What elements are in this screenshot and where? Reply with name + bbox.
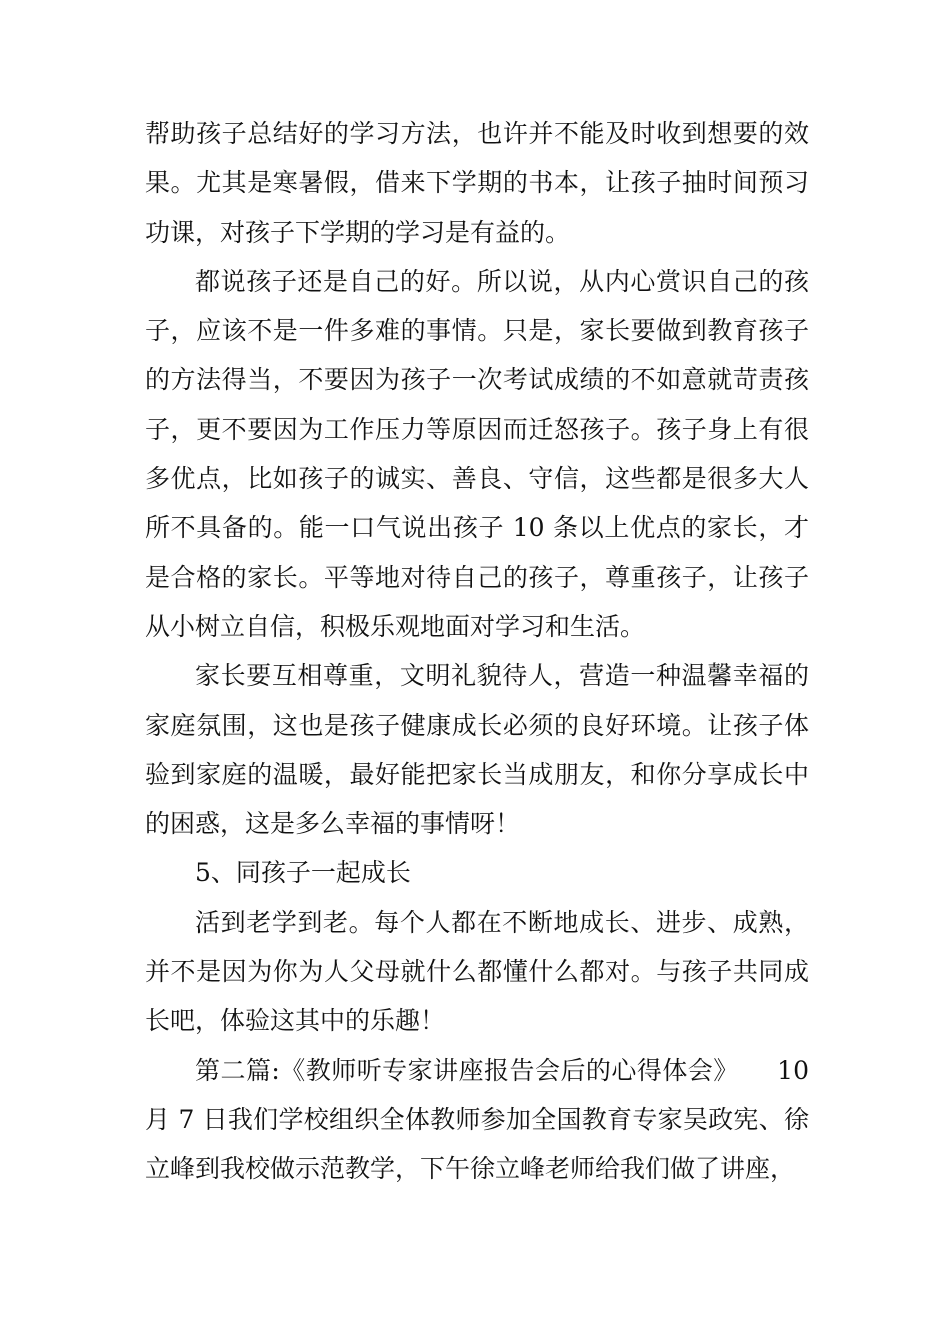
paragraph-second-article: 第二篇:《教师听专家讲座报告会后的心得体会》 10月 7 日我们学校组织全体教师参加全国教育专家吴政宪、徐立峰到我校做示范教学，下午徐立峰老师给我们做了讲座，	[145, 1055, 809, 1184]
paragraph-appreciate-child: 都说孩子还是自己的好。所以说，从内心赏识自己的孩子，应该不是一件多难的事情。只是，家长要做到教育孩子的方法得当，不要因为孩子一次考试成绩的不如意就苛责孩子，更不要因为工作压力等原因而迁怒孩子。孩子身上有很多优点，比如孩子的诚实、善良、守信，这些都是很多大人所不具备的。能一口气说出孩子 10 条以上优点的家长，才是合格的家长。平等地对待自己的孩子，尊重孩子，让孩子从小树立自信，积极乐观地面对学习和生活。	[145, 266, 809, 641]
paragraph-family-atmosphere: 家长要互相尊重，文明礼貌待人，营造一种温馨幸福的家庭氛围，这也是孩子健康成长必须的良好环境。让孩子体验到家庭的温暖，最好能把家长当成朋友，和你分享成长中的困惑，这是多么幸福的事情呀！	[145, 661, 809, 839]
paragraph-study-methods: 帮助孩子总结好的学习方法，也许并不能及时收到想要的效果。尤其是寒暑假，借来下学期的书本，让孩子抽时间预习功课，对孩子下学期的学习是有益的。	[145, 119, 809, 247]
section-heading-grow-together: 5、同孩子一起成长	[195, 858, 411, 888]
paragraph-lifelong-learning: 活到老学到老。每个人都在不断地成长、进步、成熟，并不是因为你为人父母就什么都懂什么都对。与孩子共同成长吧，体验这其中的乐趣！	[145, 907, 809, 1036]
document-body	[145, 109, 809, 1194]
